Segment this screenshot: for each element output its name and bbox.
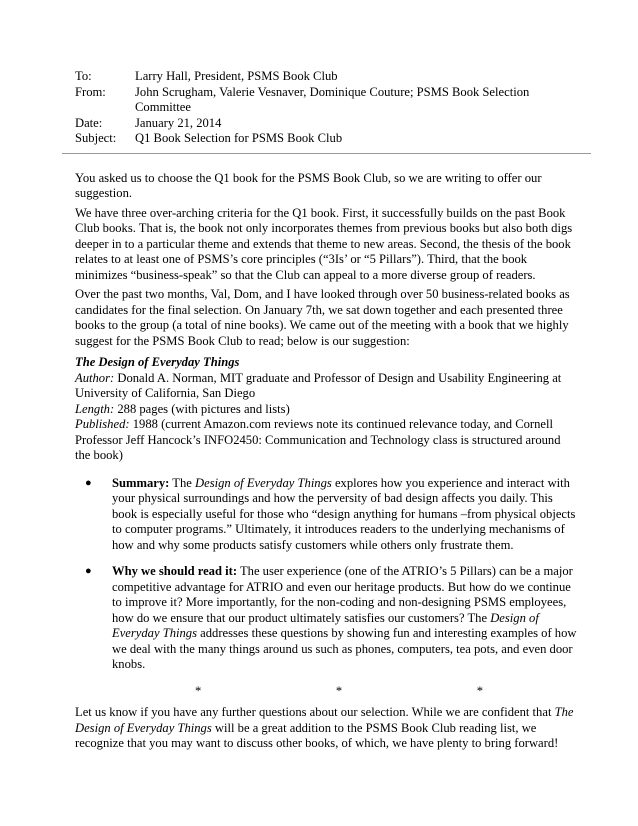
closing-text: will be a great addition to the PSMS Book Club reading list, we recognize that you may want to discuss other books, of which, we have plenty to bring forward! xyxy=(75,720,559,750)
summary-item xyxy=(75,476,578,554)
author-label: Author: xyxy=(75,370,115,385)
closing-paragraph xyxy=(75,705,578,752)
bullet-list xyxy=(75,476,578,673)
summary-text: explores how you experience and interact with your physical surroundings and how the perversity of bad design affects you daily. This book is especially useful for those who “design anything for humans –from physical objects to computer programs.” Ultimately, it introduces readers to the underlying mechanisms of how and why some products satisfy customers while others only frustrate them. xyxy=(112,475,576,552)
intro-paragraph: You asked us to choose the Q1 book for the PSMS Book Club, so we are writing to offer our suggestion. xyxy=(75,170,542,200)
book-author xyxy=(75,371,578,402)
memo-header xyxy=(75,69,578,147)
published-label: Published: xyxy=(75,417,130,431)
from-value: John Scrugham, Valerie Vesnaver, Dominique Couture; PSMS Book Selection Committee xyxy=(135,84,530,114)
subject-value: Q1 Book Selection for PSMS Book Club xyxy=(135,131,343,145)
closing-pre: Let us know if you have any further questions about our selection. While we are confident that xyxy=(75,705,552,719)
length-value: 288 pages (with pictures and lists) xyxy=(117,401,290,416)
why-text: addresses these questions by showing fun and interesting examples of how we deal with the many things around us such as phones, computers, tea pots, and even door knobs. xyxy=(112,626,577,671)
closing-book-title: The Design of Everyday Things xyxy=(75,705,574,735)
why-pre: The user experience (one of the ATRIO’s 5 Pillars) can be a major competitive advantage for ATRIO and even our heritage products. But how do we continue to improve it? More importantly, for the non-coding and non-designing PSMS employees, how do we ensure that our product ultimately satisfies our customers? The xyxy=(112,564,573,625)
why-book-title: Design of Everyday Things xyxy=(112,610,539,640)
summary-book-title: Design of Everyday Things xyxy=(195,475,332,490)
published-value: 1988 (current Amazon.com reviews note its continued relevance today, and Cornell Professor Jeff Hancock’s INFO2450: Communication and Technology class is structured around the book) xyxy=(75,417,561,462)
to-value: Larry Hall, President, PSMS Book Club xyxy=(135,69,338,83)
date-label: Date: xyxy=(75,115,103,130)
subject-label: Subject: xyxy=(75,131,117,145)
process-paragraph: Over the past two months, Val, Dom, and I have looked through over 50 business-related books as candidates for the final selection. On January 7th, we sat down together and each presented three books to the group (a total of nine books). We came out of the meeting with a book that we highly suggest for the PSMS Book Club to read; below is our suggestion: xyxy=(75,287,570,348)
summary-label: Summary: xyxy=(112,475,170,490)
why-item xyxy=(75,564,578,673)
section-separator xyxy=(75,684,578,700)
to-label: To: xyxy=(75,69,92,83)
header-divider xyxy=(62,153,591,154)
from-label: From: xyxy=(75,84,106,99)
summary-pre: The xyxy=(172,475,192,490)
book-title: The Design of Everyday Things xyxy=(75,355,240,369)
book-details xyxy=(75,355,578,464)
date-value: January 21, 2014 xyxy=(135,115,222,130)
length-label: Length: xyxy=(75,401,115,416)
bullet-icon: ● xyxy=(85,476,92,489)
bullet-icon: ● xyxy=(85,565,92,577)
book-length xyxy=(75,402,578,418)
separator-star: * xyxy=(335,683,343,698)
separator-star: * xyxy=(476,683,483,698)
why-label: Why we should read it: xyxy=(112,564,238,578)
criteria-paragraph: We have three over-arching criteria for the Q1 book. First, it successfully builds on the past Book Club books. That is, the book not only incorporates themes from previous books but also both digs deeper in to a particular theme and extends that theme to new areas. Second, the thesis of the book relates to at least one of PSMS’s core principles (“3Is’ or “5 Pillars”). Third, that the book minimizes “business-speak” so that the Club can appeal to a more diverse group of readers. xyxy=(75,205,573,282)
author-value: Donald A. Norman, MIT graduate and Professor of Design and Usability Engineering at University of California, San Diego xyxy=(75,370,562,400)
memo-body xyxy=(75,171,578,752)
book-published xyxy=(75,417,578,464)
separator-star: * xyxy=(195,683,202,698)
